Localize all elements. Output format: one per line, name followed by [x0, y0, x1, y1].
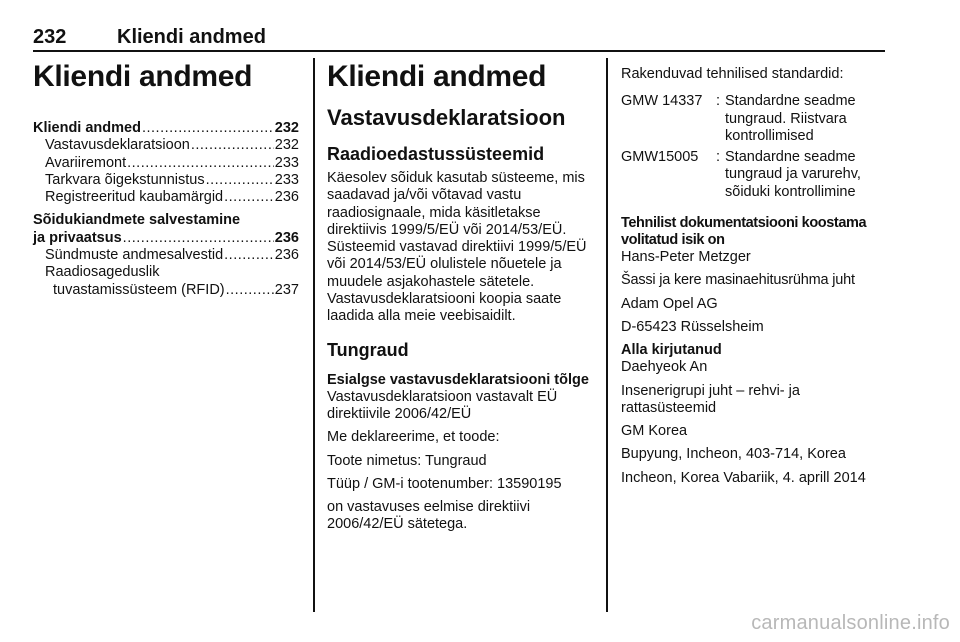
toc-entry[interactable]: Vastavusdeklaratsioon ..... 232: [33, 137, 299, 154]
person1: Hans-Peter Metzger: [621, 249, 751, 266]
product-number-text: Tüüp / GM-i tootenumber: 13590195: [327, 475, 562, 492]
toc-column: [33, 58, 299, 299]
standards-table: GMW 14337 : Standardne seadme tungraud. Riistvara kontrollimised GMW15005 : Standardne seadme tungraud ja varurehv, sõiduki kontrollimine: [621, 93, 891, 201]
radio-systems-heading: Raadioedastussüsteemid: [327, 144, 545, 164]
place-date: Incheon, Korea Vabariik, 4. aprill 2014: [621, 469, 866, 486]
page-number: 232: [33, 26, 67, 48]
product-name-text: Toote nimetus: Tungraud: [327, 452, 487, 469]
company2: GM Korea: [621, 423, 688, 440]
column-divider-right: [606, 58, 608, 612]
compliance-text: on vastavuses eelmise direktiivi 2006/42/EÜ sätetega.: [327, 499, 531, 533]
column-divider-left: [313, 58, 315, 612]
role2: Insenerigrupi juht – rehvi- ja rattasüsteemid: [621, 382, 800, 416]
declaration-text: Vastavusdeklaratsioon vastavalt EÜ direktiivile 2006/42/EÜ: [327, 388, 558, 422]
standard-code: GMW 14337: [621, 93, 703, 110]
toc-entry[interactable]: ja privaatsus ..... 236: [33, 230, 299, 247]
middle-column: [327, 58, 595, 534]
section-subheading: Vastavusdeklaratsioon: [327, 105, 566, 130]
toc-entry-label: Raadiosageduslik: [45, 264, 160, 281]
address2: Bupyung, Incheon, 403-714, Korea: [621, 446, 846, 463]
person2: Daehyeok An: [621, 359, 708, 376]
toc-entry[interactable]: Avariiremont ..... 233: [33, 155, 299, 172]
toc-entry[interactable]: Sündmuste andmesalvestid ..... 236: [33, 247, 299, 264]
header-title: Kliendi andmed: [117, 26, 266, 48]
watermark: carmanualsonline.info: [751, 612, 950, 634]
radio-systems-text: Käesolev sõiduk kasutab süsteeme, mis saadavad ja/või võtavad vastu raadiosignaale, mida käsitletakse direktiivis 1999/5/EÜ või 2014/53/EÜ. Süsteemid vastavad direktiivi 1999/5/EÜ või 2014/53/EÜ olulistele nõuetele ja muudele asjakohastele sätetele. Vastavusdeklaratsiooni koopia saate laadida alla meie veebisaidilt.: [327, 170, 587, 325]
tech-doc-heading: Tehnilist dokumentatsiooni koostama volitatud isik on: [621, 215, 867, 249]
declare-text: Me deklareerime, et toode:: [327, 429, 500, 446]
right-column: [621, 58, 891, 487]
standard-code: GMW15005: [621, 149, 699, 166]
toc-entry[interactable]: Tarkvara õigekstunnistus ..... 233: [33, 172, 299, 189]
header-rule: [33, 50, 885, 52]
standards-intro: Rakenduvad tehnilised standardid:: [621, 66, 844, 82]
signed-heading: Alla kirjutanud: [621, 342, 722, 359]
page-header: [33, 26, 885, 54]
company1: Adam Opel AG: [621, 295, 718, 312]
section-heading: Kliendi andmed: [327, 60, 547, 93]
toc-entry[interactable]: Registreeritud kaubamärgid ..... 236: [33, 189, 299, 206]
toc-entry[interactable]: tuvastamissüsteem (RFID) ..... 237: [33, 282, 299, 299]
toc-entry[interactable]: Kliendi andmed ..... 232: [33, 120, 299, 137]
toc-list: [33, 120, 299, 299]
standard-desc: Standardne seadme tungraud. Riistvara kontrollimised: [725, 93, 856, 144]
toc-group-title: Sõidukiandmete salvestamine: [33, 212, 241, 229]
role1: Šassi ja kere masinaehitusrühma juht: [621, 272, 855, 289]
address1: D-65423 Rüsselsheim: [621, 318, 764, 335]
toc-heading: Kliendi andmed: [33, 60, 253, 93]
jack-heading: Tungraud: [327, 339, 409, 360]
translation-heading: Esialgse vastavusdeklaratsiooni tõlge: [327, 371, 589, 388]
standard-desc: Standardne seadme tungraud ja varurehv, sõiduki kontrollimine: [725, 149, 861, 200]
